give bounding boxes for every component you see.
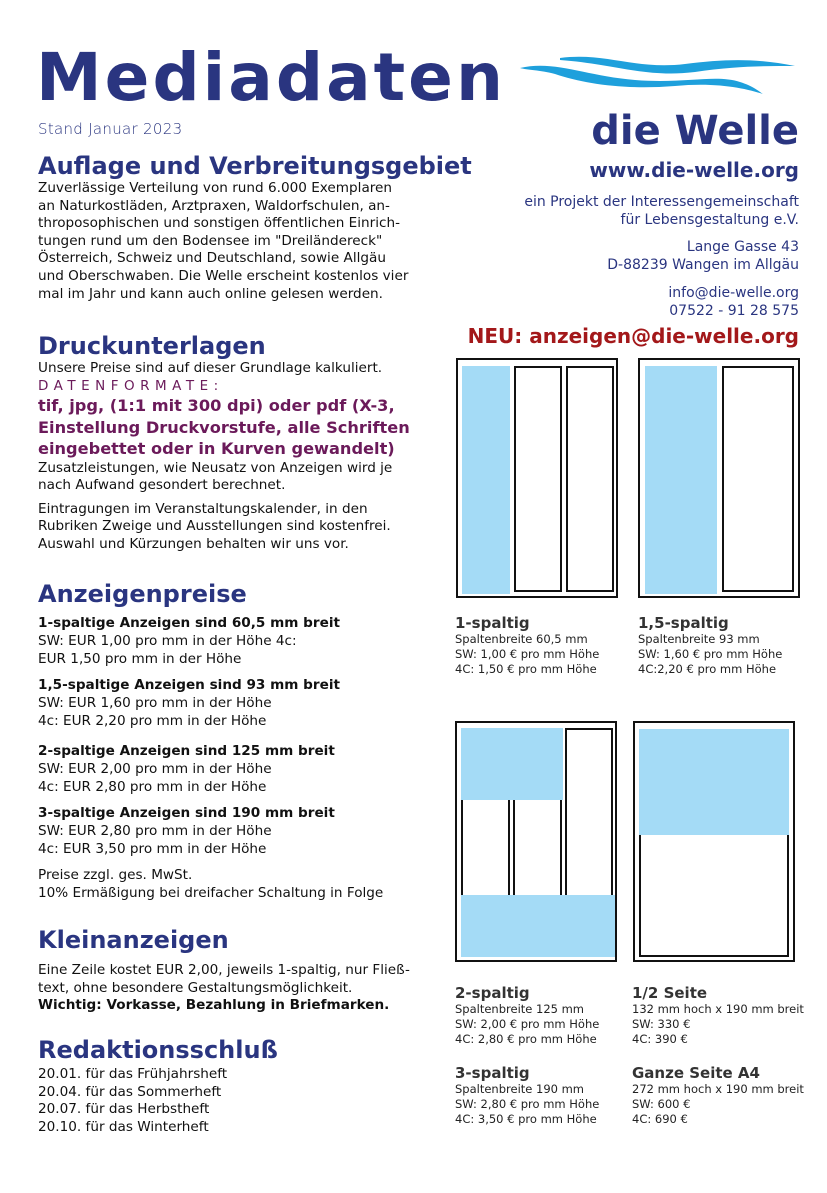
column-outline (565, 728, 613, 904)
deadline-item: 20.04. für das Sommerheft (38, 1083, 222, 1100)
new-ad-email-link[interactable]: NEU: anzeigen@die-welle.org (467, 324, 799, 348)
contact (668, 284, 799, 320)
wave-logo-icon (515, 48, 805, 98)
deadline-item: 20.07. für das Herbstheft (38, 1101, 210, 1118)
format-line: Spaltenbreite 125 mm (455, 1002, 585, 1016)
format-caption (632, 984, 804, 1047)
layout-diagram-2-3-spaltig (455, 721, 617, 962)
price-line: SW: EUR 2,80 pro mm in der Höhe (38, 823, 272, 839)
formats-line: eingebettet oder in Kurven gewandelt) (38, 439, 395, 459)
page-title: Mediadaten (36, 39, 506, 116)
brand-name: die Welle (591, 108, 799, 154)
price-line: 4c: EUR 3,50 pro mm in der Höhe (38, 841, 267, 857)
section-heading-preise: Anzeigenpreise (38, 580, 247, 608)
format-line: Spaltenbreite 190 mm (455, 1082, 585, 1096)
format-line: 4C: 3,50 € pro mm Höhe (455, 1112, 597, 1126)
text-line: mal im Jahr und kann auch online gelesen werden. (38, 285, 383, 302)
format-caption (455, 1064, 599, 1127)
text-line: tungen rund um den Bodensee im "Dreiländereck" (38, 232, 383, 249)
section-heading-redaktion: Redaktionsschluß (38, 1036, 278, 1064)
ad-area-3-spaltig (461, 895, 615, 957)
format-title: 1,5-spaltig (638, 614, 729, 632)
format-title: 1-spaltig (455, 614, 530, 632)
layout-diagram-1-5-spaltig (638, 358, 800, 598)
format-line: Spaltenbreite 60,5 mm (455, 632, 588, 646)
format-line: 272 mm hoch x 190 mm breit (632, 1082, 804, 1096)
vat-note: Preise zzgl. ges. MwSt. (38, 867, 193, 883)
price-line: 4c: EUR 2,80 pro mm in der Höhe (38, 779, 267, 795)
price-line: SW: EUR 2,00 pro mm in der Höhe (38, 761, 272, 777)
price-block (38, 614, 448, 668)
format-line: 4C:2,20 € pro mm Höhe (638, 662, 777, 676)
format-line: SW: 2,80 € pro mm Höhe (455, 1097, 600, 1111)
price-list (38, 614, 448, 902)
text-line: Zuverlässige Verteilung von rund 6.000 Exemplaren (38, 180, 393, 196)
text-line: throposophischen und sonstigen öffentlichen Einrich- (38, 215, 400, 232)
price-line: EUR 1,50 pro mm in der Höhe (38, 651, 242, 667)
deadline-item: 20.10. für das Winterheft (38, 1118, 209, 1135)
section-heading-klein: Kleinanzeigen (38, 926, 229, 954)
format-line: SW: 2,00 € pro mm Höhe (455, 1017, 600, 1031)
price-line: SW: EUR 1,60 pro mm in der Höhe (38, 695, 272, 711)
column-outline (722, 366, 794, 592)
email-link[interactable]: info@die-welle.org (668, 285, 799, 301)
price-heading: 2-spaltige Anzeigen sind 125 mm breit (38, 743, 335, 759)
formats-line: Einstellung Druckvorstufe, alle Schriften (38, 417, 410, 437)
address (607, 238, 799, 274)
column-outline (513, 783, 562, 903)
ad-area-2-spaltig (461, 728, 563, 800)
deadline-item: 20.01. für das Frühjahrsheft (38, 1066, 228, 1082)
text-line: an Naturkostläden, Arztpraxen, Waldorfschulen, an- (38, 197, 390, 214)
price-heading: 1,5-spaltige Anzeigen sind 93 mm breit (38, 677, 340, 693)
format-title: Ganze Seite A4 (632, 1064, 760, 1082)
text-line: Zusatzleistungen, wie Neusatz von Anzeigen wird je (38, 459, 393, 476)
address-city: D-88239 Wangen im Allgäu (607, 257, 799, 273)
project-line: ein Projekt der Interessengemeinschaft (524, 194, 799, 210)
address-street: Lange Gasse 43 (686, 239, 799, 255)
price-line: 4c: EUR 2,20 pro mm in der Höhe (38, 713, 267, 729)
phone-number: 07522 - 91 28 575 (669, 303, 799, 319)
format-line: SW: 600 € (632, 1097, 691, 1111)
format-line: SW: 1,00 € pro mm Höhe (455, 647, 600, 661)
project-line: für Lebensgestaltung e.V. (620, 212, 799, 228)
format-title: 1/2 Seite (632, 984, 708, 1002)
ad-area (645, 366, 717, 594)
formats-line: tif, jpg, (1:1 mit 300 dpi) oder pdf (X-3, (38, 396, 395, 416)
price-line: SW: EUR 1,00 pro mm in der Höhe 4c: (38, 633, 297, 649)
page-subtitle-date: Stand Januar 2023 (38, 120, 183, 138)
text-line: Eine Zeile kostet EUR 2,00, jeweils 1-spaltig, nur Fließ- (38, 962, 410, 978)
section-heading-auflage: Auflage und Verbreitungsgebiet (38, 152, 472, 180)
text-line: Österreich, Schweiz und Deutschland, sowie Allgäu (38, 250, 386, 267)
brand-url-link[interactable]: www.die-welle.org (589, 158, 799, 182)
format-caption (455, 614, 599, 677)
format-caption (638, 614, 782, 677)
druck-text (38, 360, 448, 554)
format-caption (455, 984, 599, 1047)
format-line: SW: 1,60 € pro mm Höhe (638, 647, 783, 661)
text-line: text, ohne besondere Gestaltungsmöglichkeit. (38, 979, 353, 996)
format-line: 132 mm hoch x 190 mm breit (632, 1002, 804, 1016)
column-outline (461, 783, 510, 903)
ad-area (462, 366, 510, 594)
format-title: 2-spaltig (455, 984, 530, 1002)
price-heading: 3-spaltige Anzeigen sind 190 mm breit (38, 805, 335, 821)
important-note: Wichtig: Vorkasse, Bezahlung in Briefmarken. (38, 997, 390, 1014)
section-heading-druck: Druckunterlagen (38, 332, 266, 360)
discount-note: 10% Ermäßigung bei dreifacher Schaltung in Folge (38, 885, 384, 901)
price-block (38, 804, 448, 858)
format-title: 3-spaltig (455, 1064, 530, 1082)
text-line: nach Aufwand gesondert berechnet. (38, 477, 286, 494)
project-info (524, 193, 799, 229)
price-heading: 1-spaltige Anzeigen sind 60,5 mm breit (38, 615, 340, 631)
column-outline (566, 366, 614, 592)
text-line: Rubriken Zweige und Ausstellungen sind kostenfrei. (38, 518, 391, 535)
column-outline (514, 366, 562, 592)
deadline-list (38, 1066, 448, 1136)
format-line: 4C: 690 € (632, 1112, 688, 1126)
layout-diagram-1-spaltig (456, 358, 618, 598)
text-line: Auswahl und Kürzungen behalten wir uns vor. (38, 536, 349, 553)
format-line: 4C: 2,80 € pro mm Höhe (455, 1032, 597, 1046)
text-line: Eintragungen im Veranstaltungskalender, in den (38, 500, 368, 517)
price-block (38, 676, 448, 730)
layout-diagram-half-page (633, 721, 795, 962)
druck-intro: Unsere Preise sind auf dieser Grundlage kalkuliert. (38, 360, 383, 376)
ad-area-half-page (639, 729, 789, 835)
text-line: und Oberschwaben. Die Welle erscheint kostenlos vier (38, 267, 409, 284)
format-line: 4C: 1,50 € pro mm Höhe (455, 662, 597, 676)
format-line: Spaltenbreite 93 mm (638, 632, 760, 646)
price-block (38, 742, 448, 796)
format-line: SW: 330 € (632, 1017, 691, 1031)
format-line: 4C: 390 € (632, 1032, 688, 1046)
formats-label: DATENFORMATE: (38, 377, 224, 394)
format-caption (632, 1064, 804, 1127)
klein-text (38, 962, 448, 1015)
auflage-text (38, 180, 448, 303)
